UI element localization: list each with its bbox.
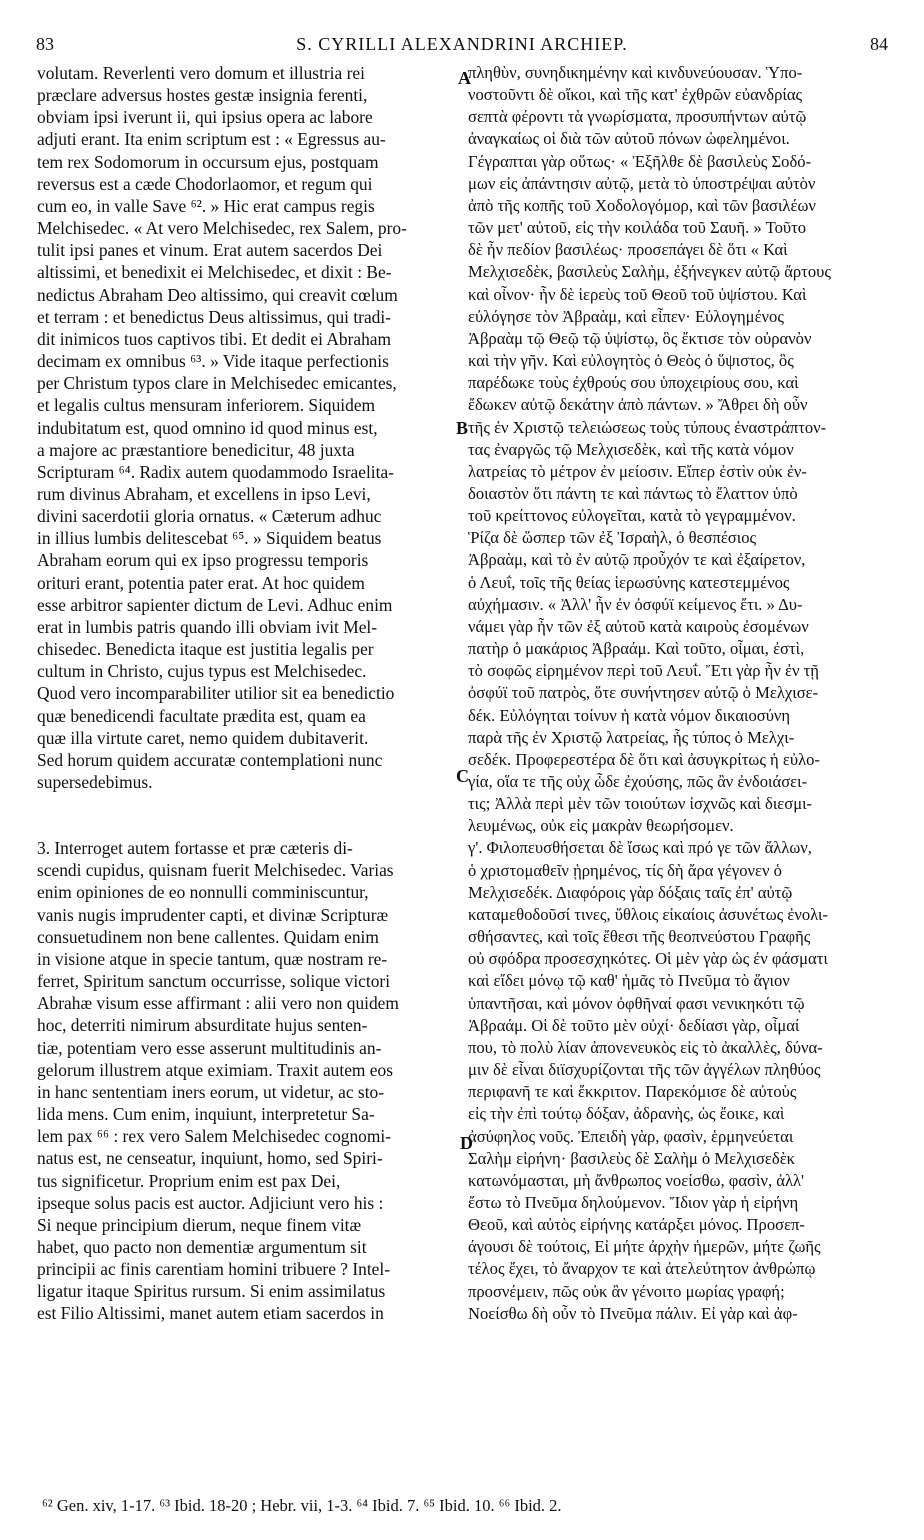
latin-text-line: Si neque principium dierum, neque finem vitæ [37,1214,362,1235]
greek-text-line: ἀσύφηλος νοῦς. Ἐπειδὴ γὰρ, φασὶν, ἑρμηνεύεται [468,1126,794,1146]
greek-text-line: ἀπὸ τῆς κοπῆς τοῦ Χοδολογόμορ, καὶ τῶν βασιλέων [468,195,816,215]
latin-text-line: a majore ac præstantiore benedicitur, 48 juxta [37,439,355,460]
greek-text-line: σεπτὰ φέροντι τὰ γνωρίσματα, προσυπήντων αὐτῷ [468,107,807,127]
latin-text-line: habet, quo pacto non dementiæ argumentum sit [37,1236,367,1257]
latin-text-line: altissimi, et benedixit ei Melchisedec, et dixit : Be- [37,262,392,283]
latin-text-line: quæ benedicendi facultate prædita est, quam ea [37,705,366,726]
greek-text-line: ὑπαντῆσαι, καὶ μόνον ὀφθῆναί φασι νενικηκότι τῷ [468,993,805,1013]
greek-text-line: τῶν μετ' αὐτοῦ, εἰς τὴν κοιλάδα τοῦ Σαυῆ. » Τοῦτο [468,218,807,238]
latin-text-line: divini sacerdotii gloria ornatus. « Cæterum adhuc [37,506,382,527]
latin-text-line: rum divinus Abraham, et excellens in ipso Levi, [37,483,371,504]
greek-text-line: περιφανῆ τε καὶ ἔκκριτον. Παρεκόμισε δὲ αὐτοὺς [468,1082,797,1102]
margin-letter-c: C [456,766,469,786]
greek-column [468,62,888,1325]
greek-text-line: κατωνόμασται, μὴ ἄνθρωπος νοείσθω, φασὶν, ἀλλ' [468,1170,805,1190]
greek-text-line: τις; Ἀλλὰ περὶ μὲν τῶν τοιούτων ἰσχνῶς καὶ διεσμι- [468,794,813,814]
greek-text-line: νάμει γὰρ ἦν τῶν ἐξ αὐτοῦ κατὰ καιροὺς ἐσομένων [468,616,809,636]
latin-text-line: tem rex Sodomorum in occursum ejus, postquam [37,151,379,172]
latin-text-line: principii ac finis carentiam homini tribuere ? Intel- [37,1259,390,1280]
page-number-right: 84 [870,34,888,54]
greek-text-line: καὶ εἴδει μόνῳ τῷ καθ' ἡμᾶς τὸ Πνεῦμα τὸ ἅγιον [468,971,790,991]
latin-text-line: orituri erant, potentia pater erat. At hoc quidem [37,572,365,593]
latin-text-line: consuetudinem non bene callentes. Quidam enim [37,926,379,947]
greek-text-line: Νοείσθω δὴ οὖν τὸ Πνεῦμα πάλιν. Εἰ γὰρ καὶ ἀφ- [468,1303,798,1323]
latin-text-line: tiæ, potentiam vero esse asserunt multitudinis an- [37,1037,382,1058]
latin-text-line: Abrahæ visum esse affirmant : alii vero non quidem [37,993,399,1014]
latin-text-line: adjuti erant. Ita enim scriptum est : « Egressus au- [37,129,386,150]
latin-text-line: vanis nugis imprudenter capti, et divinæ Scripturæ [37,904,389,925]
greek-text-line: πληθὺν, συνηδικημένην καὶ κινδυνεύουσαν. Ὑπο- [468,63,803,82]
latin-text-line: Scripturam ⁶⁴. Radix autem quodammodo Israelita- [37,461,394,482]
greek-text-line: καὶ τὴν γῆν. Καὶ εὐλογητὸς ὁ Θεὸς ὁ ὕψιστος, ὃς [468,351,794,371]
latin-text-line: lida mens. Cum enim, inquiunt, interpretetur Sa- [37,1104,375,1125]
latin-paragraph-gap [37,793,455,837]
greek-text-line: Ἀβραὰμ τῷ Θεῷ τῷ ὑψίστῳ, ὃς ἔκτισε τὸν οὐρανὸν [468,328,812,348]
margin-letter-b: B [456,418,469,438]
greek-text-line: λατρείας τὸ μέτρον ἐν μείοσιν. Εἴπερ ἐστὶν οὐκ ἐν- [468,461,807,481]
greek-text-line: οὐ σφόδρα προσεσχηκότες. Οἱ μὲν γὰρ ὡς ἐν φάσματι [468,949,828,969]
greek-text-line: Σαλὴμ εἰρήνη· βασιλεὺς δὲ Σαλὴμ ὁ Μελχισεδὲκ [468,1148,796,1168]
greek-text-line: ἀναγκαίως οἱ διὰ τῶν αὐτοῦ πόνων ὠφελημένοι. [468,129,790,149]
greek-text-line: Ἀβραάμ. Οἱ δὲ τοῦτο μὲν οὐχί· δεδίασι γὰρ, οἶμαί [468,1015,800,1035]
latin-text-line: hoc, deterriti nimirum absurditate hujus senten- [37,1015,368,1036]
greek-text-line: δέκ. Εὐλόγηται τοίνυν ἡ κατὰ νόμον δικαιοσύνη [468,705,791,725]
latin-text-line: Sed horum quidem accuratæ contemplationi nunc [37,749,383,770]
latin-text-line: decimam ex omnibus ⁶³. » Vide itaque perfectionis [37,351,389,372]
greek-text-line: προσνέμειν, πῶς οὐκ ἂν γένοιτο μωρίας γραφή; [468,1281,785,1301]
latin-text-line: cultum in Christo, cujus typus est Melchisedec. [37,661,367,682]
footnotes: ⁶² Gen. xiv, 1-17. ⁶³ Ibid. 18-20 ; Hebr. vii, 1-3. ⁶⁴ Ibid. 7. ⁶⁵ Ibid. 10. ⁶⁶ Ibid. 2. [42,1496,562,1515]
greek-text-line: μιν δὲ εἶναι διϊσχυρίζονται τῆς τῶν ἀγγέλων πληθύος [468,1060,821,1080]
greek-text-line: Ἀβραὰμ, καὶ τὸ ἐν αὐτῷ προὖχόν τε καὶ ἐξαίρετον, [468,550,806,570]
greek-text-line: γία, οἵα τε τῆς οὐχ ὧδε ἐχούσης, πῶς ἂν ἐνδοιάσει- [468,772,808,791]
latin-text-line: enim opiniones de eo nonnulli comminiscuntur, [37,882,369,903]
latin-text-line: in hanc sententiam iners eorum, ut videtur, ac sto- [37,1081,385,1102]
latin-text-line: ipseque solus pacis est auctor. Adjiciunt vero his : [37,1192,384,1213]
greek-text-line: καὶ οἶνον· ἦν δὲ ἱερεὺς τοῦ Θεοῦ τοῦ ὑψίστου. Καὶ [468,284,807,304]
latin-text-line: chisedec. Benedicta itaque est justitia legalis per [37,639,374,660]
greek-text-line: Μελχισεδέκ. Διαφόροις γὰρ δόξαις ταῖς ἐπ' αὐτῷ [468,882,793,902]
latin-text-line: cum eo, in valle Save ⁶². » Hic erat campus regis [37,195,375,216]
greek-text-line: πατὴρ ὁ μακάριος Ἀβραάμ. Καὶ τοῦτο, οἶμαι, ἐστὶ, [468,639,805,659]
latin-text-line: tus significetur. Proprium enim est pax Dei, [37,1170,341,1191]
latin-text-line: Melchisedec. « At vero Melchisedec, rex Salem, pro- [37,218,407,239]
greek-text-line: αὐχήμασιν. « Ἀλλ' ἦν ἐν ὀσφύϊ κείμενος ἔτι. » Δυ- [468,594,803,614]
greek-text-line: δὲ ἦν πεδίον βασιλέως· προσεπάγει δὲ ὅτι « Καὶ [468,240,788,260]
latin-text-line: dit inimicos tuos captivos tibi. Et dedit ei Abraham [37,328,392,349]
greek-text-line: παρὰ τῆς ἐν Χριστῷ λατρείας, ἧς τύπος ὁ Μελχι- [468,727,795,747]
latin-text-line: volutam. Reverlenti vero domum et illustria rei [37,63,365,83]
latin-text-line: erat in lumbis patris quando illi obviam ivit Mel- [37,616,378,637]
latin-text-line: in illius lumbis delitescebat ⁶⁵. » Siquidem beatus [37,528,382,549]
latin-text-line: 3. Interroget autem fortasse et præ cæteris di- [37,838,353,859]
latin-text-line: ferret, Spiritum sanctum occurrisse, solique victori [37,971,391,992]
latin-text-line: quæ illa virtute caret, nemo quidem dubitaverit. [37,727,369,748]
page-number-left: 83 [36,34,54,54]
latin-text-line: tulit ipsi panes et vinum. Erat autem sacerdos Dei [37,240,383,261]
greek-text-line: τοῦ κρείττονος εὐλογεῖται, κατὰ τὸ γεγραμμένον. [468,506,796,526]
greek-text-line: λευμένως, οὐκ εἰς μακρὰν θεωρήσομεν. [468,816,734,836]
margin-letter-a: A [458,68,471,88]
greek-text-line: νοστοῦντι δὲ οἴκοι, καὶ τῆς κατ' ἐχθρῶν εὐανδρίας [468,85,803,105]
greek-text-line: μων εἰς ἀπάντησιν αὐτῷ, μετὰ τὸ ὑποστρέψαι αὐτὸν [468,173,816,193]
latin-text-line: gelorum illustrem atque eximiam. Traxit autem eos [37,1059,393,1080]
latin-text-line: ligatur itaque Spiritus rursum. Si enim assimilatus [37,1281,386,1302]
greek-text-line: καταμεθοδοῦσί τινες, ὕθλοις εἰκαίοις ἀσυνέτως ἐνολι- [468,904,828,924]
latin-text-line: præclare adversus hostes gestæ insignia ferenti, [37,85,368,106]
greek-text-line: τέλος ἔχει, τὸ ἄναρχον τε καὶ ἀτελεύτητον ἀνθρώπῳ [468,1259,816,1279]
latin-text-line: nedictus Abraham Deo altissimo, qui creavit cœlum [37,284,398,305]
latin-text-line: obviam ipsi iverunt ii, qui ipsius opera ac labore [37,107,373,128]
greek-text-line: ὁ χριστομαθεῖν ᾑρημένος, τίς δὴ ἄρα γέγονεν ὁ [468,860,782,880]
latin-column [37,62,455,1325]
greek-text-line: που, τὸ πολὺ λίαν ἀπονενευκὸς εἰς τὸ ἀκαλλὲς, δύνα- [468,1037,823,1057]
greek-text-line: Γέγραπται γὰρ οὕτως· « Ἐξῆλθε δὲ βασιλεὺς Σοδό- [468,151,812,171]
greek-text-line: τῆς ἐν Χριστῷ τελειώσεως τοὺς τύπους ἐναστράπτον- [468,417,827,437]
latin-text-line: esse arbitror sapienter dictum de Levi. Adhuc enim [37,594,393,615]
latin-text-line: in visione atque in specie tantum, quæ nostram re- [37,948,388,969]
margin-letter-d: D [460,1133,473,1153]
greek-text-line: παρέδωκε τοὺς ἐχθρούς σου ὑποχειρίους σου, καὶ [468,373,799,393]
running-title: S. CYRILLI ALEXANDRINI ARCHIEP. [296,34,628,54]
greek-text-line: εὐλόγησε τὸν Ἀβραὰμ, καὶ εἶπεν· Εὐλογημένος [468,306,784,326]
greek-text-line: ἔστω τὸ Πνεῦμα δηλούμενον. Ἴδιον γὰρ ἡ εἰρήνη [468,1192,799,1212]
greek-text-line: τας ἐναργῶς τῷ Μελχισεδὲκ, καὶ τῆς κατὰ νόμον [468,439,794,459]
latin-text-line: et terram : et benedictus Deus altissimus, qui tradi- [37,306,392,327]
latin-text-line: natus est, ne censeatur, inquiunt, homo, sed Spiri- [37,1148,383,1169]
latin-text-line: supersedebimus. [37,772,153,792]
greek-text-line: Μελχισεδὲκ, βασιλεὺς Σαλὴμ, ἐξήνεγκεν αὐτῷ ἄρτους [468,262,831,282]
latin-text-line: lem pax ⁶⁶ : rex vero Salem Melchisedec cognomi- [37,1126,392,1147]
greek-text-line: τὸ σοφῶς εἰρημένον περὶ τοῦ Λευΐ. Ἔτι γὰρ ἦν ἐν τῇ [468,661,819,681]
latin-text-line: reversus est a cæde Chodorlaomor, et regum qui [37,173,373,194]
latin-text-line: scendi cupidus, quisnam fuerit Melchisedec. Varias [37,860,394,881]
greek-text-line: άγουσι δὲ τούτοις, Εἰ μήτε ἀρχὴν ἡμερῶν, μήτε ζωῆς [468,1237,821,1257]
greek-text-line: δοιαστὸν ὅτι πάντη τε καὶ πάντως τὸ ἔλαττον ὑπὸ [468,483,798,503]
latin-text-line: per Christum typos clare in Melchisedec emicantes, [37,373,397,394]
greek-text-line: Ῥίζα δὲ ὥσπερ τῶν ἐξ Ἰσραὴλ, ὁ θεσπέσιος [468,528,757,548]
greek-text-line: Θεοῦ, καὶ αὐτὸς εἰρήνης κατάρξει μόνος. Προσεπ- [468,1215,805,1235]
greek-text-line: ὁ Λευΐ, τοῖς τῆς θείας ἱερωσύνης κατεστεμμένος [468,572,790,592]
greek-text-line: ὀσφύϊ τοῦ πατρὸς, ὅτε συνήντησεν αὐτῷ ὁ Μελχισε- [468,683,819,703]
latin-text-line: Abraham eorum qui ex ipso progressu temporis [37,550,369,571]
latin-text-line: et legalis cultus mensuram inferiorem. Siquidem [37,395,376,416]
latin-text-line: Quod vero incomparabiliter utilior sit ea benedictio [37,683,395,704]
greek-text-line: ἔδωκεν αὐτῷ δεκάτην ἀπὸ πάντων. » Ἄθρει δὴ οὖν [468,395,808,415]
latin-text-line: indubitatum est, quod omnino id quod minus est, [37,417,378,438]
latin-text-line: est Filio Altissimi, manet autem etiam sacerdos in [37,1303,384,1324]
greek-text-line: εἰς τὴν ἐπὶ τούτῳ δόξαν, ἀδρανὴς, ὡς ἔοικε, καὶ [468,1104,785,1124]
greek-text-line: σεδέκ. Προφερεστέρα δὲ ὅτι καὶ ἀσυγκρίτως ἡ εὐλο- [468,749,820,769]
running-header [36,34,888,58]
greek-text-line: γ'. Φιλοπευσθήσεται δὲ ἴσως καὶ πρό γε τῶν ἄλλων, [468,838,812,858]
greek-text-line: σθήσαντες, καὶ τοῖς ἔθεσι τῆς θεοπνεύστου Γραφῆς [468,927,811,947]
